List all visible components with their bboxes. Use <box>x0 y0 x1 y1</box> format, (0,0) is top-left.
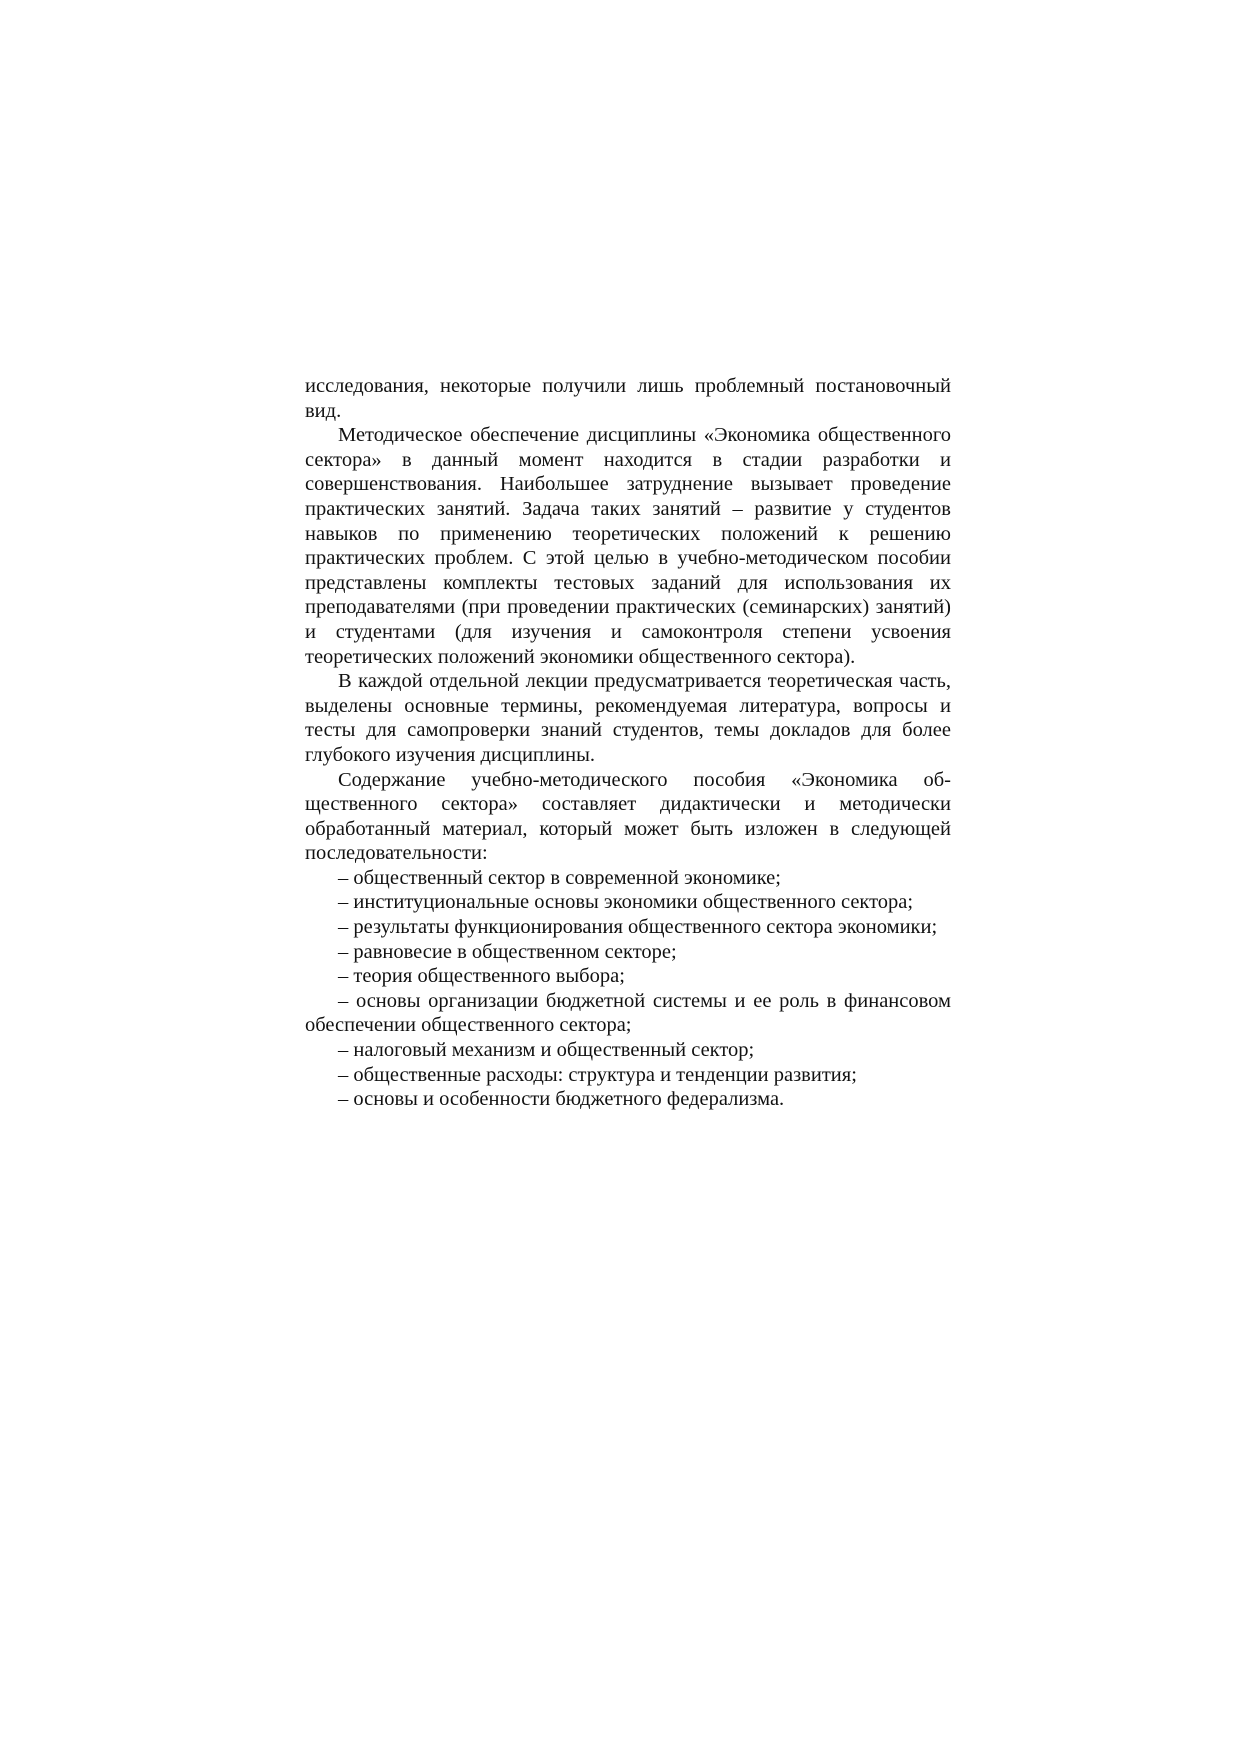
list-item: – основы и особенности бюджетного федерализма. <box>338 1088 785 1111</box>
document-body <box>305 374 951 1112</box>
paragraph-methodology: Методическое обеспечение дисциплины «Экономика общественного сектора» в данный момент находится в стадии разработки и совершенствования. Наибольшее затруднение вызывает проведение практических занятий. Задача таких занятий – развитие у студентов навыков по применению теоретических положений к решению практических проблем. С этой целью в учебно-методическом пособии представлены комплекты тестовых заданий для использования их преподавателями (при проведении практических (семинарских) занятий) и студентами (для изучения и самоконтроля степени усвоения теоретических положений экономики общественного сектора). <box>305 424 951 668</box>
list-item: – основы организации бюджетной системы и ее роль в финансовом обеспечении общественного сектора; <box>305 989 951 1037</box>
list-item: – общественный сектор в современной экономике; <box>338 866 781 889</box>
topics-list <box>305 866 951 1112</box>
list-item: – результаты функционирования общественного сектора экономики; <box>338 916 938 939</box>
list-item: – налоговый механизм и общественный сектор; <box>338 1039 755 1062</box>
list-item: – теория общественного выбора; <box>338 965 625 988</box>
paragraph-continuation: исследования, некоторые получили лишь проблемный постановочный вид. <box>305 375 951 422</box>
paragraph-content-intro: Содержание учебно-методического пособия «Экономика общественного сектора» составляет дидактически и методически обработанный материал, который может быть изложен в следующей последовательности: <box>305 768 951 865</box>
paragraph-lecture-structure: В каждой отдельной лекции предусматривается теоретическая часть, выделены основные термины, рекомендуемая литература, вопросы и тесты для самопроверки знаний студентов, темы докладов для более глубокого изучения дисциплины. <box>305 670 951 766</box>
list-item: – равновесие в общественном секторе; <box>338 940 677 963</box>
list-item: – институциональные основы экономики общественного сектора; <box>338 891 914 914</box>
list-item: – общественные расходы: структура и тенденции развития; <box>338 1063 857 1086</box>
